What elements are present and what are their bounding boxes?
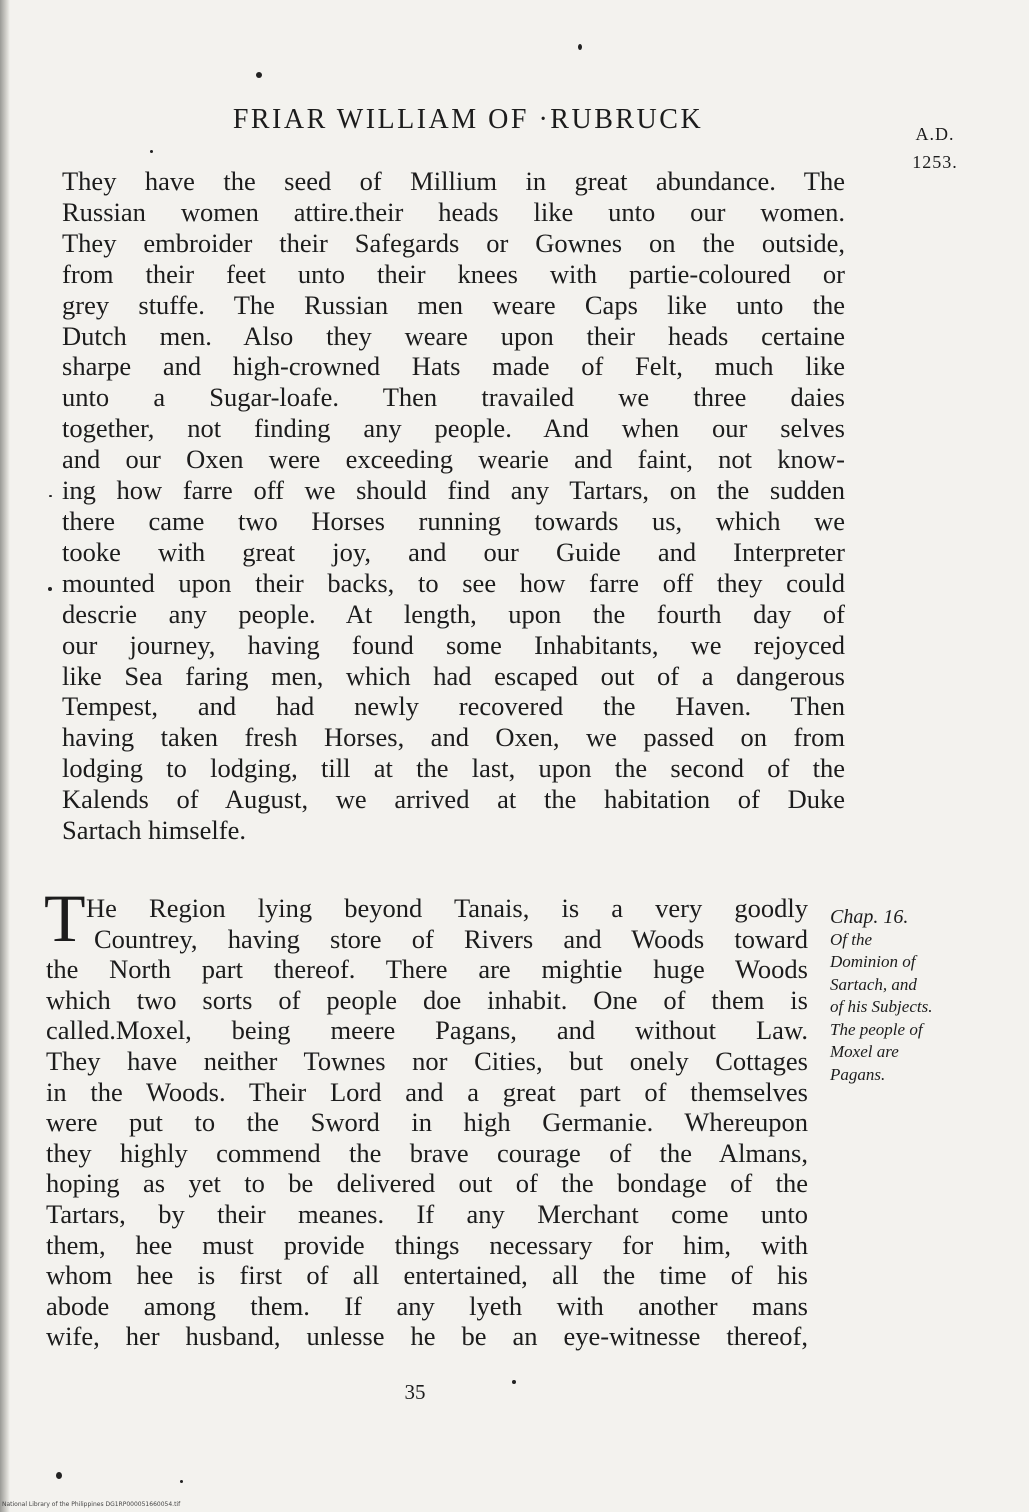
scan-credit: National Library of the Philippines DG1RP000051660054.tif [2, 1501, 181, 1508]
text-line: lodging to lodging, till at the last, upon the second of the [62, 753, 845, 784]
text-line: hoping as yet to be delivered out of the bondage of the [46, 1168, 808, 1199]
text-line: Countrey, having store of Rivers and Woods toward [94, 923, 808, 954]
side-note-line: Pagans. [830, 1064, 886, 1084]
text-line: there came two Horses running towards us, which we [62, 505, 845, 536]
page-number: 35 [404, 1380, 426, 1404]
text-line: wife, her husband, unlesse he be an eye-witnesse thereof, [46, 1321, 808, 1352]
binding-edge [0, 0, 10, 1512]
ink-speck [48, 587, 52, 591]
text-line: abode among them. If any lyeth with another mans [46, 1290, 808, 1321]
text-line: sharpe and high-crowned Hats made of Felt, much like [62, 351, 845, 382]
text-line: unto a Sugar-loafe. Then travailed we three daies [62, 382, 845, 413]
text-line: ing how farre off we should find any Tartars, on the sudden [62, 475, 845, 506]
paragraph-1 [62, 166, 845, 846]
text-line: mounted upon their backs, to see how farre off they could [62, 567, 845, 598]
ink-speck [180, 1480, 183, 1483]
ink-speck [256, 72, 262, 78]
margin-date-note [895, 120, 975, 176]
text-line: They have the seed of Millium in great abundance. The [62, 166, 845, 196]
text-line: grey stuffe. The Russian men weare Caps like unto the [62, 289, 845, 320]
ink-speck [56, 1472, 62, 1479]
text-line: the North part thereof. There are mightie huge Woods [46, 954, 808, 985]
text-line: like Sea faring men, which had escaped out of a dangerous [62, 660, 845, 691]
text-line: and our Oxen were exceeding wearie and faint, not know- [62, 444, 845, 475]
chapter-side-note [830, 906, 980, 1086]
ink-speck [150, 150, 153, 153]
text-line: They embroider their Safegards or Gownes on the outside, [62, 227, 845, 258]
side-note-line: of his Subjects. [830, 997, 933, 1016]
text-line: from their feet unto their knees with partie-coloured or [62, 258, 845, 289]
side-note-line: Moxel are [830, 1042, 899, 1061]
text-line: descrie any people. At length, upon the fourth day of [62, 598, 845, 629]
text-line: them, hee must provide things necessary for him, with [46, 1229, 808, 1260]
text-line: which two sorts of people doe inhabit. One of them is [46, 984, 808, 1015]
ink-speck [512, 1380, 516, 1384]
text-line: were put to the Sword in high Germanie. Whereupon [46, 1107, 808, 1138]
text-line: He Region lying beyond Tanais, is a very goodly [86, 893, 808, 923]
running-title: FRIAR WILLIAM OF ·RUBRUCK [232, 104, 704, 135]
side-note-line: The people of [830, 1019, 923, 1039]
text-line: Tempest, and had newly recovered the Haven. Then [62, 691, 845, 722]
side-note-line: Of the [830, 929, 873, 949]
text-line: having taken fresh Horses, and Oxen, we passed on from [62, 722, 845, 753]
text-line: whom hee is first of all entertained, all the time of his [46, 1260, 808, 1291]
text-line: in the Woods. Their Lord and a great part of themselves [46, 1076, 808, 1107]
ink-speck [49, 495, 52, 497]
text-line: they highly commend the brave courage of the Almans, [46, 1137, 808, 1168]
text-line: Dutch men. Also they weare upon their heads certaine [62, 320, 845, 351]
paragraph-2 [46, 893, 808, 1352]
text-line: together, not finding any people. And when our selves [62, 413, 845, 444]
text-line: Kalends of August, we arrived at the habitation of Duke [62, 784, 845, 815]
text-line: Sartach himselfe. [62, 815, 246, 846]
text-line: called.Moxel, being meere Pagans, and without Law. [46, 1015, 808, 1046]
text-line: Tartars, by their meanes. If any Merchant come unto [46, 1198, 808, 1229]
margin-date-year: 1253. [912, 152, 958, 172]
text-line: They have neither Townes nor Cities, but onely Cottages [46, 1045, 808, 1076]
side-note-line: Sartach, and [830, 974, 917, 994]
chapter-label: Chap. 16. [830, 906, 909, 928]
text-line: our journey, having found some Inhabitants, we rejoyced [62, 629, 845, 660]
drop-cap: T [44, 880, 86, 956]
text-line: tooke with great joy, and our Guide and Interpreter [62, 536, 845, 567]
margin-date-era: A.D. [915, 124, 955, 144]
ink-speck [578, 44, 582, 50]
text-line: Russian women attire.their heads like unto our women. [62, 196, 845, 227]
side-note-line: Dominion of [830, 952, 916, 971]
